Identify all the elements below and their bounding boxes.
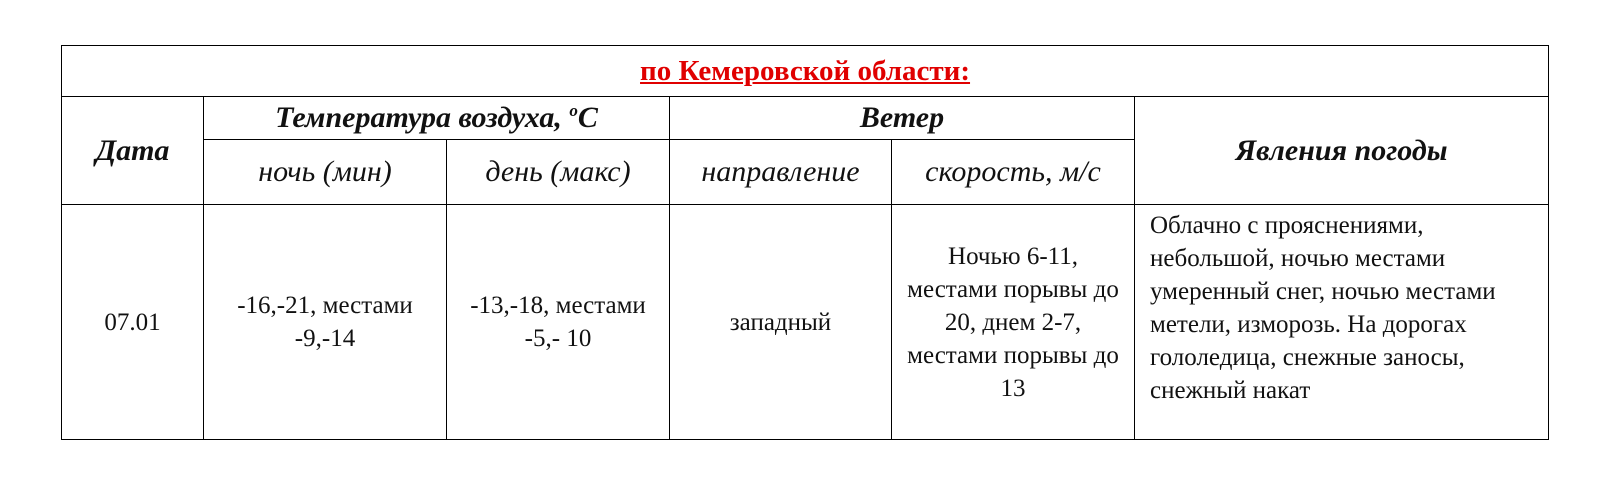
cell-night-temp [204, 205, 447, 440]
header-wind-label: Ветер [859, 101, 945, 134]
day-temp-value: -13,-18, местами -5,- 10 [470, 292, 646, 352]
temperature-unit: С [577, 101, 598, 134]
header-date [62, 97, 204, 205]
title-cell [62, 46, 1549, 97]
title-row [62, 46, 1549, 97]
temperature-label-text: Температура воздуха, [275, 101, 570, 134]
header-direction-label: направление [701, 155, 860, 188]
header-phenomena [1135, 97, 1549, 205]
cell-day-temp [447, 205, 670, 440]
phenomena-value: Облачно с прояснениями, небольшой, ночью местами умеренный снег, ночью местами метели, изморозь. На дорогах гололедица, снежные заносы, снежный накат [1150, 212, 1496, 404]
header-wind [670, 97, 1135, 140]
table-title: по Кемеровской области: [640, 54, 971, 87]
header-day-label: день (макс) [485, 155, 631, 188]
header-speed [892, 140, 1135, 205]
cell-wind-direction [670, 205, 892, 440]
header-temperature [204, 97, 670, 140]
header-night [204, 140, 447, 205]
weather-forecast-table [61, 45, 1549, 440]
night-temp-value: -16,-21, местами -9,-14 [237, 292, 413, 352]
header-direction [670, 140, 892, 205]
degree-superscript: о [569, 101, 578, 120]
header-temperature-label [275, 101, 598, 134]
header-speed-label: скорость, м/с [925, 155, 1101, 188]
wind-speed-value: Ночью 6-11, местами порывы до 20, днем 2-7, местами порывы до 13 [907, 242, 1119, 402]
header-night-label: ночь (мин) [258, 155, 392, 188]
table-row [62, 205, 1549, 440]
wind-direction-value: западный [729, 308, 832, 336]
cell-phenomena [1135, 205, 1549, 440]
date-value: 07.01 [104, 308, 161, 336]
cell-wind-speed [892, 205, 1135, 440]
header-day [447, 140, 670, 205]
header-row-1 [62, 97, 1549, 140]
header-phenomena-label: Явления погоды [1235, 133, 1448, 167]
header-date-label: Дата [95, 133, 170, 167]
cell-date [62, 205, 204, 440]
